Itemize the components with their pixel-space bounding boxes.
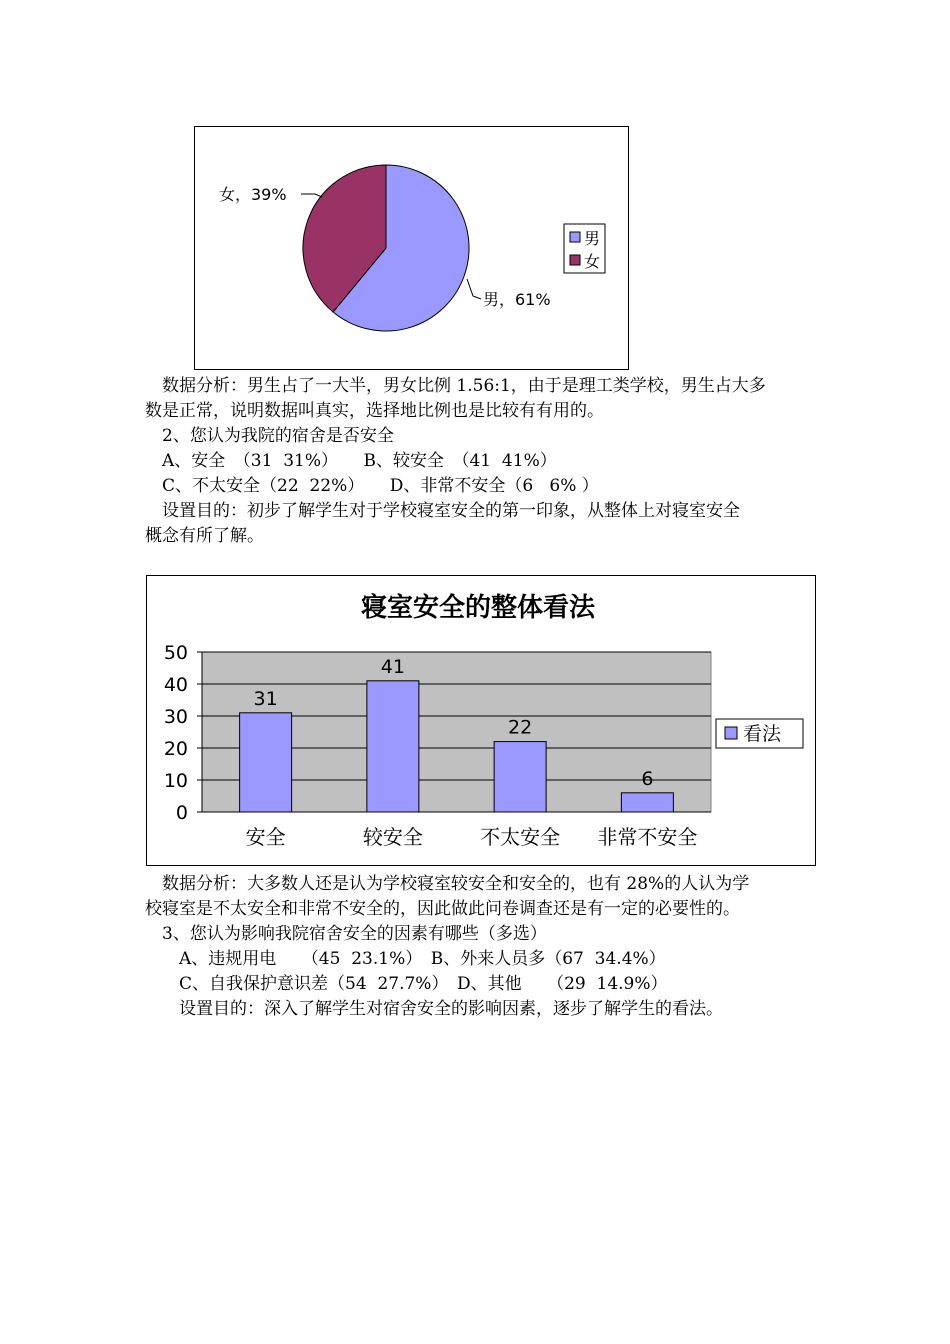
x-tick-label: 非常不安全 xyxy=(597,825,698,849)
analysis-2-line-1: 数据分析：大多数人还是认为学校寝室较安全和安全的，也有 28%的人认为学 xyxy=(145,874,750,894)
text-section-1 xyxy=(145,374,815,549)
bar-data-label: 6 xyxy=(641,767,654,790)
analysis-1-line-2: 数是正常，说明数据叫真实，选择地比例也是比较有有用的。 xyxy=(145,401,604,421)
bar xyxy=(367,681,419,812)
dorm-safety-bar-chart xyxy=(146,575,816,866)
bar-chart-title: 寝室安全的整体看法 xyxy=(360,593,596,623)
question-2-purpose-line-2: 概念有所了解。 xyxy=(145,526,264,546)
pie-label-female: 女，39% xyxy=(219,185,287,204)
x-tick-label: 不太安全 xyxy=(480,825,561,849)
question-2-options-ab: A、安全 （31 31%） B、较安全 （41 41%） xyxy=(145,451,557,471)
pie-leader-female xyxy=(301,194,322,197)
analysis-2-line-2: 校寝室是不太安全和非常不安全的，因此做此问卷调查还是有一定的必要性的。 xyxy=(145,899,740,919)
pie-legend-label-female: 女 xyxy=(584,252,601,271)
pie-legend-swatch-male xyxy=(570,232,580,242)
analysis-1-line-1: 数据分析：男生占了一大半，男女比例 1.56:1，由于是理工类学校，男生占大多 xyxy=(145,376,766,396)
bar-data-label: 41 xyxy=(380,655,405,678)
bar-chart-svg xyxy=(147,576,815,865)
bar xyxy=(240,713,292,812)
bar-legend-label: 看法 xyxy=(743,723,782,745)
pie-label-male: 男，61% xyxy=(483,290,551,309)
y-tick-label: 0 xyxy=(175,802,188,824)
bar xyxy=(621,793,673,812)
question-3-purpose: 设置目的：深入了解学生对宿舍安全的影响因素，逐步了解学生的看法。 xyxy=(145,999,723,1019)
y-tick-label: 40 xyxy=(163,674,188,696)
x-tick-label: 较安全 xyxy=(362,825,423,849)
bar-data-label: 22 xyxy=(508,716,533,739)
pie-leader-male xyxy=(467,279,481,299)
bar-data-label: 31 xyxy=(253,687,278,710)
pie-legend-swatch-female xyxy=(570,255,580,265)
question-2: 2、您认为我院的宿舍是否安全 xyxy=(145,426,394,446)
y-tick-label: 30 xyxy=(163,706,188,728)
question-2-purpose-line-1: 设置目的：初步了解学生对于学校寝室安全的第一印象，从整体上对寝室安全 xyxy=(145,501,740,521)
pie-legend-label-male: 男 xyxy=(584,229,601,248)
y-tick-label: 10 xyxy=(163,770,188,792)
bar-legend-swatch xyxy=(725,727,737,739)
gender-pie-chart xyxy=(194,126,629,370)
y-tick-label: 50 xyxy=(163,642,188,664)
bar xyxy=(494,742,546,812)
y-tick-label: 20 xyxy=(163,738,188,760)
question-3-options-cd: C、自我保护意识差（54 27.7%） D、其他 （29 14.9%） xyxy=(145,974,668,994)
question-3-options-ab: A、违规用电 （45 23.1%） B、外来人员多（67 34.4%） xyxy=(145,949,666,969)
question-3: 3、您认为影响我院宿舍安全的因素有哪些（多选） xyxy=(145,924,547,944)
question-2-options-cd: C、不太安全（22 22%） D、非常不安全（6 6% ） xyxy=(145,476,599,496)
x-tick-label: 安全 xyxy=(245,825,286,849)
text-section-2 xyxy=(145,872,815,1022)
pie-chart-svg xyxy=(195,127,628,369)
